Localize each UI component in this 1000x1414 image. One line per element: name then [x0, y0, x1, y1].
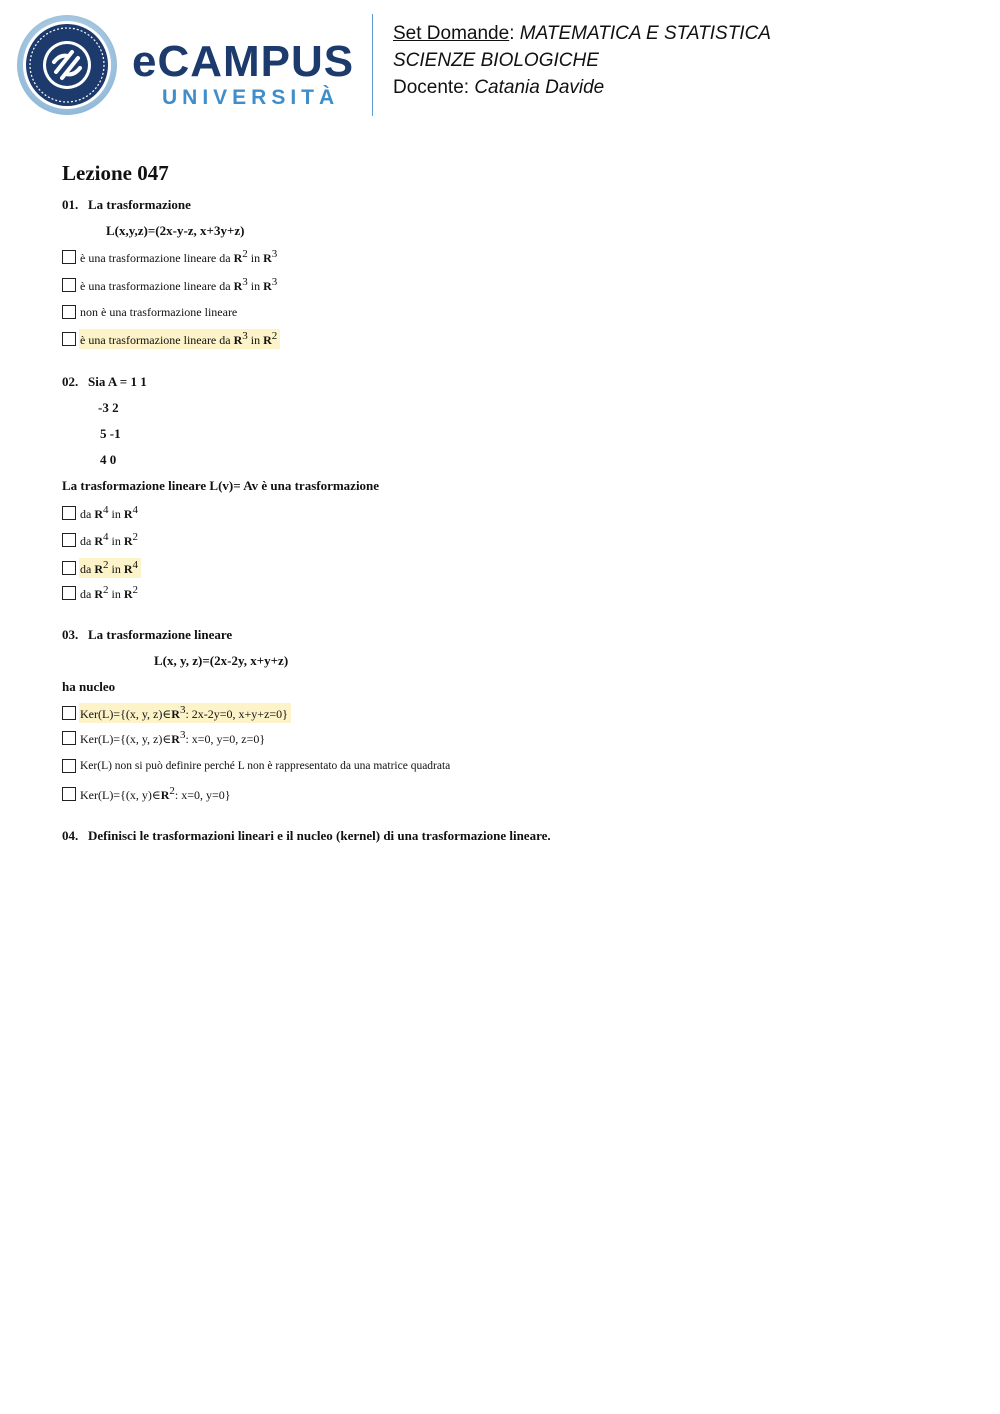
question-number: 03. — [62, 627, 79, 642]
q3-option-4[interactable] — [62, 785, 234, 803]
lesson-title: Lezione 047 — [62, 161, 169, 185]
matrix-row-2: -3 2 — [98, 400, 119, 415]
teacher-name: Catania Davide — [474, 77, 605, 98]
option-label-highlighted: è una trasformazione lineare da $R^3$ in $R^2$ — [79, 329, 280, 349]
question-4 — [62, 828, 551, 844]
docente-line — [393, 77, 604, 99]
option-label: da $R^4$ in $R^2$ — [80, 531, 139, 548]
question-text: La trasformazione lineare — [88, 627, 233, 642]
checkbox[interactable] — [62, 586, 76, 600]
q2-option-4[interactable] — [62, 584, 141, 602]
checkbox[interactable] — [62, 787, 76, 801]
q3-option-1[interactable] — [62, 704, 291, 722]
q1-formula: L(x,y,z)=(2x-y-z, x+3y+z) — [106, 223, 245, 238]
question-number: 04. — [62, 828, 79, 843]
checkbox[interactable] — [62, 506, 76, 520]
question-text: Sia A = 1 1 — [88, 374, 147, 389]
checkbox[interactable] — [62, 332, 76, 346]
q3-formula: L(x, y, z)=(2x-2y, x+y+z) — [154, 653, 289, 668]
set-value-2: SCIENZE BIOLOGICHE — [393, 50, 599, 71]
q2-option-1[interactable] — [62, 504, 141, 522]
q2-statement: La trasformazione lineare L(v)= Av è una trasformazione — [62, 478, 380, 493]
q1-option-4[interactable] — [62, 330, 280, 348]
question-number: 02. — [62, 374, 79, 389]
q3-option-3[interactable] — [62, 757, 453, 775]
option-label-highlighted: da $R^2$ in $R^4$ — [79, 558, 141, 578]
ecampus-wordmark — [132, 37, 355, 110]
option-label: Ker(L)={(x, $y)\in R^2$: x=0, y=0} — [80, 785, 231, 802]
option-label: Ker(L)={(x, y, $z)\in R^3$: x=0, y=0, z=0} — [80, 729, 266, 746]
q1-option-3[interactable] — [62, 303, 240, 321]
question-1 — [62, 197, 191, 213]
option-label: non è una trasformazione lineare — [80, 304, 238, 319]
option-label: Ker(L) non si può definire perché L non è rappresentato da una matrice quadrata — [80, 760, 451, 772]
option-label: da $R^2$ in $R^2$ — [80, 584, 139, 601]
q1-option-2[interactable] — [62, 276, 280, 294]
question-text: La trasformazione — [88, 197, 191, 212]
q1-option-1[interactable] — [62, 248, 280, 266]
set-value: MATEMATICA E STATISTICA — [519, 23, 771, 44]
set-domande-line: Set Domande: MATEMATICA E STATISTICA — [393, 23, 771, 44]
checkbox[interactable] — [62, 250, 76, 264]
header-divider — [372, 14, 373, 116]
checkbox[interactable] — [62, 706, 76, 720]
option-label: da $R^4$ in $R^4$ — [80, 504, 139, 521]
teacher-label: Docente: — [393, 77, 470, 98]
option-label: è una trasformazione lineare da $R^2$ in $R^3$ — [80, 248, 278, 265]
brand-subtitle: UNIVERSITÀ — [162, 86, 340, 109]
ecampus-seal-logo — [16, 14, 118, 116]
q3-statement: ha nucleo — [62, 679, 116, 694]
q2-option-2[interactable] — [62, 531, 141, 549]
matrix-row-3: 5 -1 — [100, 426, 121, 441]
matrix-row-4: 4 0 — [100, 452, 117, 467]
brand-name: eCAMPUS — [132, 37, 355, 86]
q2-option-3[interactable] — [62, 559, 141, 577]
set-label: Set Domande — [393, 23, 510, 44]
checkbox[interactable] — [62, 305, 76, 319]
question-number: 01. — [62, 197, 79, 212]
option-label-highlighted: Ker(L)={(x, y, $z)\in R^3$: 2x-2y=0, x+y+z=0} — [79, 703, 291, 723]
checkbox[interactable] — [62, 731, 76, 745]
checkbox[interactable] — [62, 533, 76, 547]
checkbox[interactable] — [62, 561, 76, 575]
checkbox[interactable] — [62, 759, 76, 773]
question-text: Definisci le trasformazioni lineari e il nucleo (kernel) di una trasformazione lineare. — [88, 828, 551, 843]
question-3 — [62, 627, 232, 643]
set-value-line-2 — [393, 50, 599, 72]
q3-option-2[interactable] — [62, 729, 268, 747]
option-label: è una trasformazione lineare da $R^3$ in $R^3$ — [80, 276, 278, 293]
question-2 — [62, 374, 147, 390]
checkbox[interactable] — [62, 278, 76, 292]
